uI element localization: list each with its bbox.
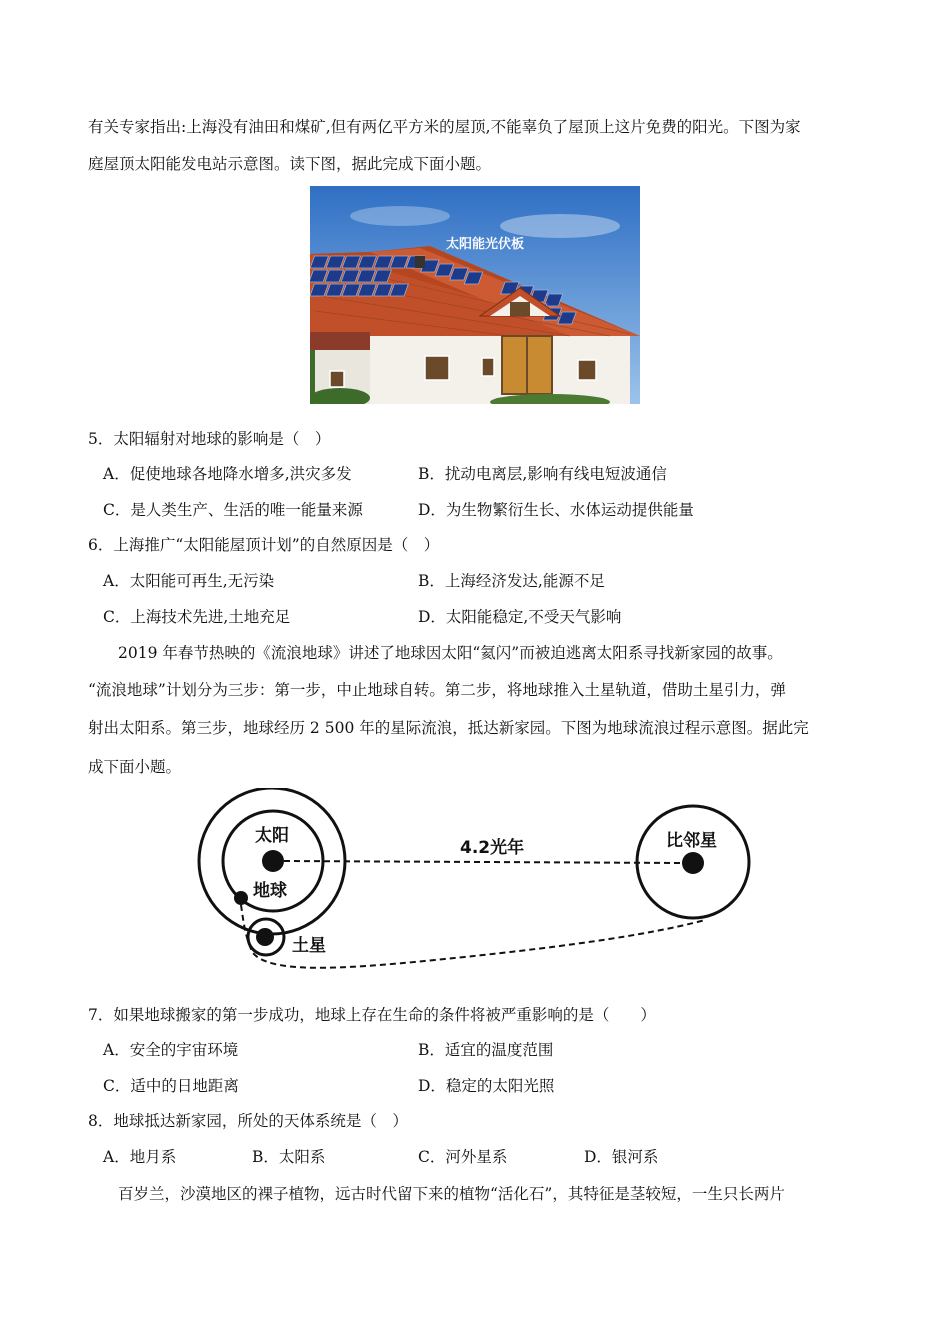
q6-option-d: D．太阳能稳定,不受天气影响 <box>418 608 622 626</box>
q8-option-c: C．河外星系 <box>418 1148 508 1166</box>
q7-option-d: D．稳定的太阳光照 <box>418 1077 555 1095</box>
saturn-dot <box>256 928 274 946</box>
q6-option-c: C．上海技术先进,土地充足 <box>103 608 291 626</box>
solar-house-photo <box>310 186 640 404</box>
intro2-line-3: 射出太阳系。第三步，地球经历 2 500 年的星际流浪，抵达新家园。下图为地球流浪过程示意图。据此完 <box>88 719 809 737</box>
q7-option-b: B．适宜的温度范围 <box>418 1041 554 1059</box>
earth-label: 地球 <box>253 881 287 901</box>
q6-option-b: B．上海经济发达,能源不足 <box>418 572 605 590</box>
wandering-earth-diagram <box>195 788 755 988</box>
q8-option-b: B．太阳系 <box>252 1148 326 1166</box>
earth-dot <box>234 891 248 905</box>
distance-label: 4.2光年 <box>460 838 525 858</box>
proxima-dot <box>682 852 704 874</box>
intro3-line-1: 百岁兰，沙漠地区的裸子植物，远古时代留下来的植物“活化石”，其特征是茎较短，一生只长两片 <box>118 1185 785 1203</box>
intro-line-1: 有关专家指出:上海没有油田和煤矿,但有两亿平方米的屋顶,不能辜负了屋顶上这片免费的阳光。下图为家 <box>88 118 801 136</box>
sun-label: 太阳 <box>255 826 289 846</box>
q8-stem: 8．地球抵达新家园，所处的天体系统是（ ） <box>88 1112 408 1130</box>
q7-option-a: A．安全的宇宙环境 <box>103 1041 239 1059</box>
q5-option-d: D．为生物繁衍生长、水体运动提供能量 <box>418 501 694 519</box>
photo-label: 太阳能光伏板 <box>445 237 525 252</box>
q5-option-b: B．扰动电离层,影响有线电短波通信 <box>418 465 667 483</box>
intro2-line-1: 2019 年春节热映的《流浪地球》讲述了地球因太阳“氦闪”而被迫逃离太阳系寻找新家园的故事。 <box>118 644 783 662</box>
q7-stem: 7．如果地球搬家的第一步成功，地球上存在生命的条件将被严重影响的是（ ） <box>88 1006 656 1024</box>
sun-dot <box>262 850 284 872</box>
intro2-line-2: “流浪地球”计划分为三步：第一步，中止地球自转。第二步，将地球推入土星轨道，借助土星引力，弹 <box>88 681 786 699</box>
q7-option-c: C．适中的日地距离 <box>103 1077 239 1095</box>
q6-option-a: A．太阳能可再生,无污染 <box>103 572 275 590</box>
q5-option-c: C．是人类生产、生活的唯一能量来源 <box>103 501 363 519</box>
proxima-label: 比邻星 <box>666 831 717 851</box>
q6-stem: 6．上海推广“太阳能屋顶计划”的自然原因是（ ） <box>88 536 440 554</box>
intro2-line-4: 成下面小题。 <box>88 758 182 776</box>
q5-option-a: A．促使地球各地降水增多,洪灾多发 <box>103 465 352 483</box>
q5-stem: 5．太阳辐射对地球的影响是（ ） <box>88 430 331 448</box>
q8-option-d: D．银河系 <box>584 1148 659 1166</box>
intro-line-2: 庭屋顶太阳能发电站示意图。读下图，据此完成下面小题。 <box>88 155 492 173</box>
saturn-label: 土星 <box>292 936 326 956</box>
q8-option-a: A．地月系 <box>103 1148 177 1166</box>
